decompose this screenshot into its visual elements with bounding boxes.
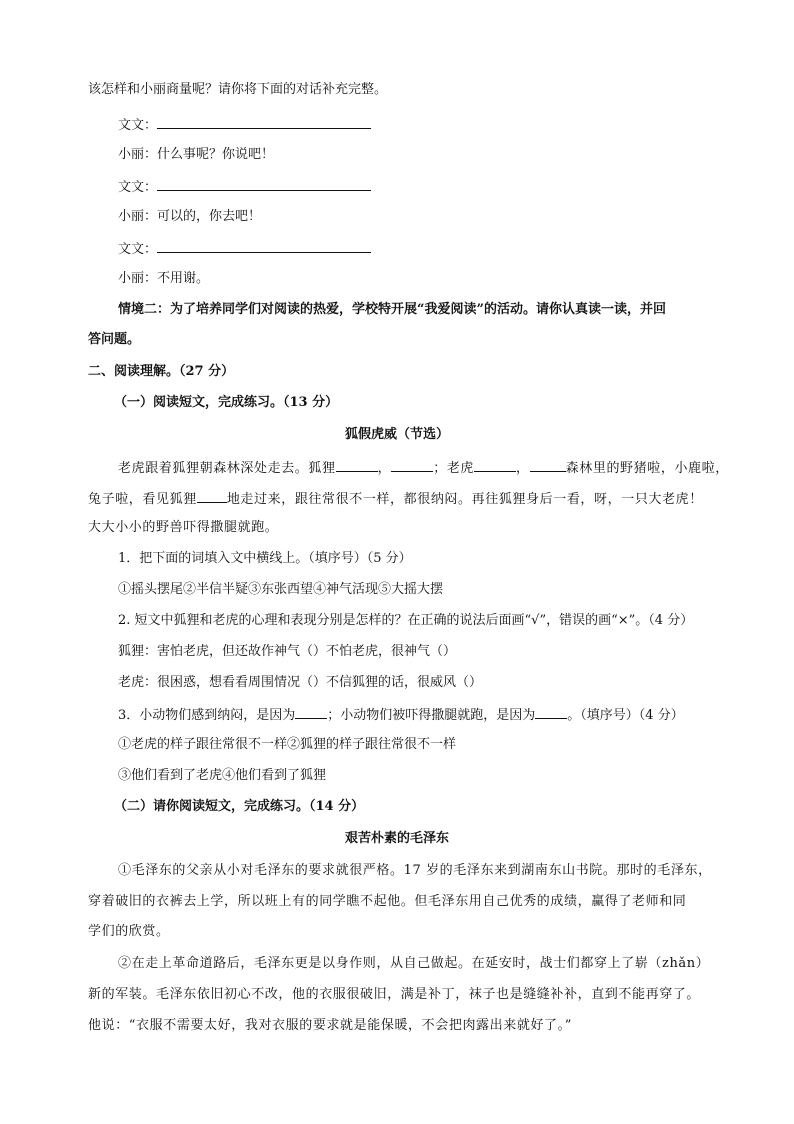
passage-line-1: 老虎跟着狐狸朝森林深处走去。狐狸 ， ；老虎 ， 森林里的野猪啦，小鹿啦，	[118, 457, 729, 479]
paragraph-2-line-2: 新的军装。毛泽东依旧初心不改，他的衣服很破旧，满是补丁，袜子也是缝缝补补，直到不能再穿了。	[88, 987, 701, 1002]
passage-title-2: 艰苦朴素的毛泽东	[344, 831, 449, 846]
situation-two-line1: 情境二：为了培养同学们对阅读的热爱，学校特开展“我爱阅读”的活动。请你认真读一读，并回	[118, 302, 666, 317]
question-2: 2. 短文中狐狸和老虎的心理和表现分别是怎样的？在正确的说法后面画“√”，错误的画“×”。（4 分）	[118, 613, 694, 628]
fill-blank[interactable]	[336, 457, 378, 472]
fill-blank[interactable]	[391, 457, 433, 472]
speaker-label: 小丽：	[118, 147, 158, 162]
speaker-label: 小丽：	[118, 271, 158, 286]
speaker-label: 文文：	[118, 242, 158, 257]
part-one-heading: （一）阅读短文，完成练习。（13 分）	[114, 395, 339, 410]
question-3-options-2: ③他们看到了老虎④他们看到了狐狸	[118, 768, 327, 783]
fill-blank[interactable]	[535, 704, 567, 719]
dialogue-line-1	[118, 114, 371, 136]
fill-blank[interactable]	[295, 704, 327, 719]
dialogue-line-4	[118, 207, 261, 227]
situation-two-line2: 答问题。	[88, 332, 141, 347]
speaker-label: 小丽：	[118, 209, 158, 224]
intro-text: 该怎样和小丽商量呢？请你将下面的对话补充完整。	[88, 82, 388, 97]
section-heading: 二、阅读理解。（27 分）	[88, 364, 235, 379]
question-3: 3．小动物们感到纳闷，是因为 ；小动物们被吓得撒腿就跑，是因为 。（填序号）（4 分）	[118, 704, 684, 726]
dialogue-text: 什么事呢？你说吧！	[157, 147, 275, 162]
answer-blank[interactable]	[157, 238, 371, 253]
answer-blank[interactable]	[157, 114, 371, 129]
dialogue-text: 不用谢。	[157, 271, 210, 286]
speaker-label: 文文：	[118, 118, 158, 133]
dialogue-line-5	[118, 238, 371, 260]
question-2-fox: 狐狸：害怕老虎，但还故作神气（）不怕老虎，很神气（）	[118, 644, 457, 659]
fill-blank[interactable]	[197, 488, 227, 503]
paragraph-1-line-2: 穿着破旧的衣裤去上学，所以班上有的同学瞧不起他。但毛泽东用自己优秀的成绩，赢得了老师和同	[88, 894, 687, 909]
question-3-options-1: ①老虎的样子跟往常很不一样②狐狸的样子跟往常很不一样	[118, 737, 457, 752]
answer-blank[interactable]	[157, 176, 371, 191]
paragraph-1-line-3: 学们的欣赏。	[88, 924, 170, 939]
dialogue-line-3	[118, 176, 371, 198]
paragraph-1-line-1: ①毛泽东的父亲从小对毛泽东的要求就很严格。17 岁的毛泽东来到湖南东山书院。那时的毛泽东，	[118, 863, 712, 878]
passage-title: 狐假虎威（节选）	[344, 427, 449, 442]
fill-blank[interactable]	[474, 457, 516, 472]
question-1: 1．把下面的词填入文中横线上。（填序号）（5 分）	[118, 551, 412, 566]
question-1-options: ①摇头摆尾②半信半疑③东张西望④神气活现⑤大摇大摆	[118, 582, 444, 597]
dialogue-text: 可以的，你去吧！	[157, 209, 262, 224]
passage-line-2: 兔子啦，看见狐狸 地走过来，跟往常很不一样，都很纳闷。再往狐狸身后一看，呀，一只大老虎！	[88, 488, 703, 510]
question-2-tiger: 老虎：很困惑，想看看周围情况（）不信狐狸的话，很威风（）	[118, 675, 483, 690]
fill-blank[interactable]	[530, 457, 566, 472]
speaker-label: 文文：	[118, 180, 158, 195]
dialogue-line-6	[118, 269, 209, 289]
passage-line-3: 大大小小的野兽吓得撒腿就跑。	[88, 520, 279, 535]
part-two-heading: （二）请你阅读短文，完成练习。（14 分）	[114, 799, 365, 814]
paragraph-2-line-3: 他说：“衣服不需要太好，我对衣服的要求就是能保暖，不会把肉露出来就好了。”	[88, 1018, 572, 1033]
paragraph-2-line-1: ②在走上革命道路后，毛泽东更是以身作则，从自己做起。在延安时，战士们都穿上了崭（zhǎn）	[118, 956, 710, 971]
dialogue-line-2	[118, 145, 274, 165]
